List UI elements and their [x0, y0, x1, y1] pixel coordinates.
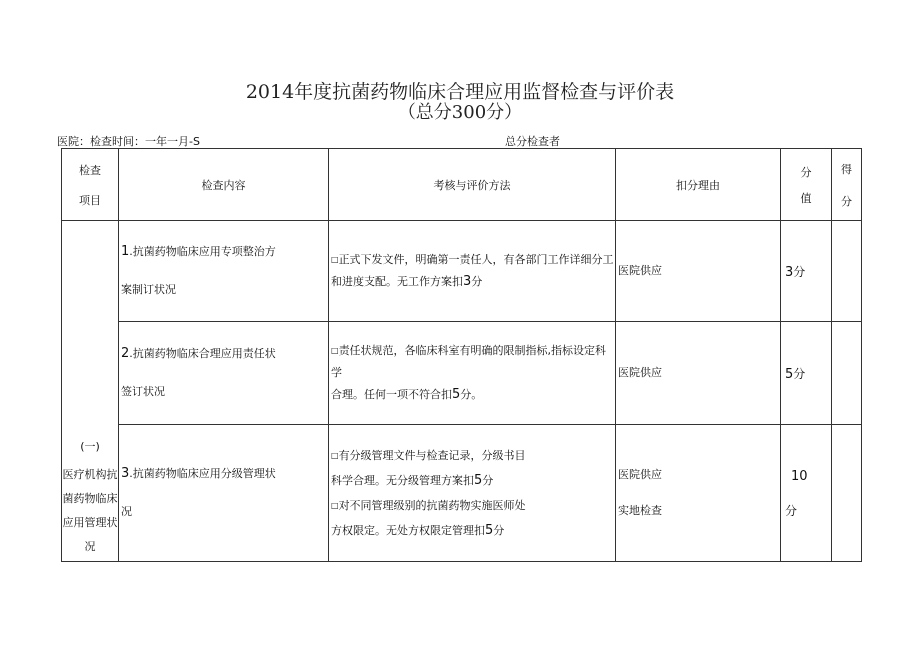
- obtained-cell: [832, 322, 862, 425]
- content-cell: 2.抗菌药物临床合理应用责任状 签订状况: [119, 322, 329, 425]
- header-obtained: 得 分: [832, 149, 862, 221]
- header-item: 检查 项目: [62, 149, 119, 221]
- reason-cell: 医院供应: [616, 322, 781, 425]
- table-row: [62, 425, 862, 562]
- header-method: 考核与评价方法: [329, 149, 616, 221]
- method-cell: □有分级管理文件与检查记录，分级书目 科学合理。无分级管理方案扣5分 □对不同管理级别的抗菌药物实施医师处 方权限定。无处方权限定管理扣5分: [329, 425, 616, 562]
- evaluation-table: [61, 148, 862, 562]
- score-cell: 5分: [781, 322, 832, 425]
- score-cell: 3分: [781, 221, 832, 322]
- hospital-check-time: 医院：检查时间：一年一月-S: [57, 135, 200, 148]
- form-subtitle: （总分300分）: [397, 102, 523, 123]
- category-cell: (一) 医疗机构抗 菌药物临床 应用管理状 况: [62, 221, 119, 562]
- table-row: [62, 322, 862, 425]
- reason-cell: 医院供应: [616, 221, 781, 322]
- form-title: 2014年度抗菌药物临床合理应用监督检查与评价表: [245, 81, 675, 103]
- obtained-cell: [832, 221, 862, 322]
- header-reason: 扣分理由: [616, 149, 781, 221]
- reason-cell: 医院供应 实地检查: [616, 425, 781, 562]
- method-cell: □正式下发文件，明确第一责任人，有各部门工作详细分工 和进度支配。无工作方案扣3分: [329, 221, 616, 322]
- table-row: [62, 221, 862, 322]
- total-score-inspector: 总分检查者: [505, 135, 560, 148]
- category-index: (一): [80, 440, 100, 453]
- content-cell: 3.抗菌药物临床应用分级管理状 况: [119, 425, 329, 562]
- obtained-cell: [832, 425, 862, 562]
- method-cell: □责任状规范，各临床科室有明确的限制指标,指标设定科学 合理。任何一项不符合扣5分。: [329, 322, 616, 425]
- header-score: 分 值: [781, 149, 832, 221]
- content-cell: 1.抗菌药物临床应用专项整治方 案制订状况: [119, 221, 329, 322]
- score-cell: 10 分: [781, 425, 832, 562]
- header-row: [62, 149, 862, 221]
- header-content: 检查内容: [119, 149, 329, 221]
